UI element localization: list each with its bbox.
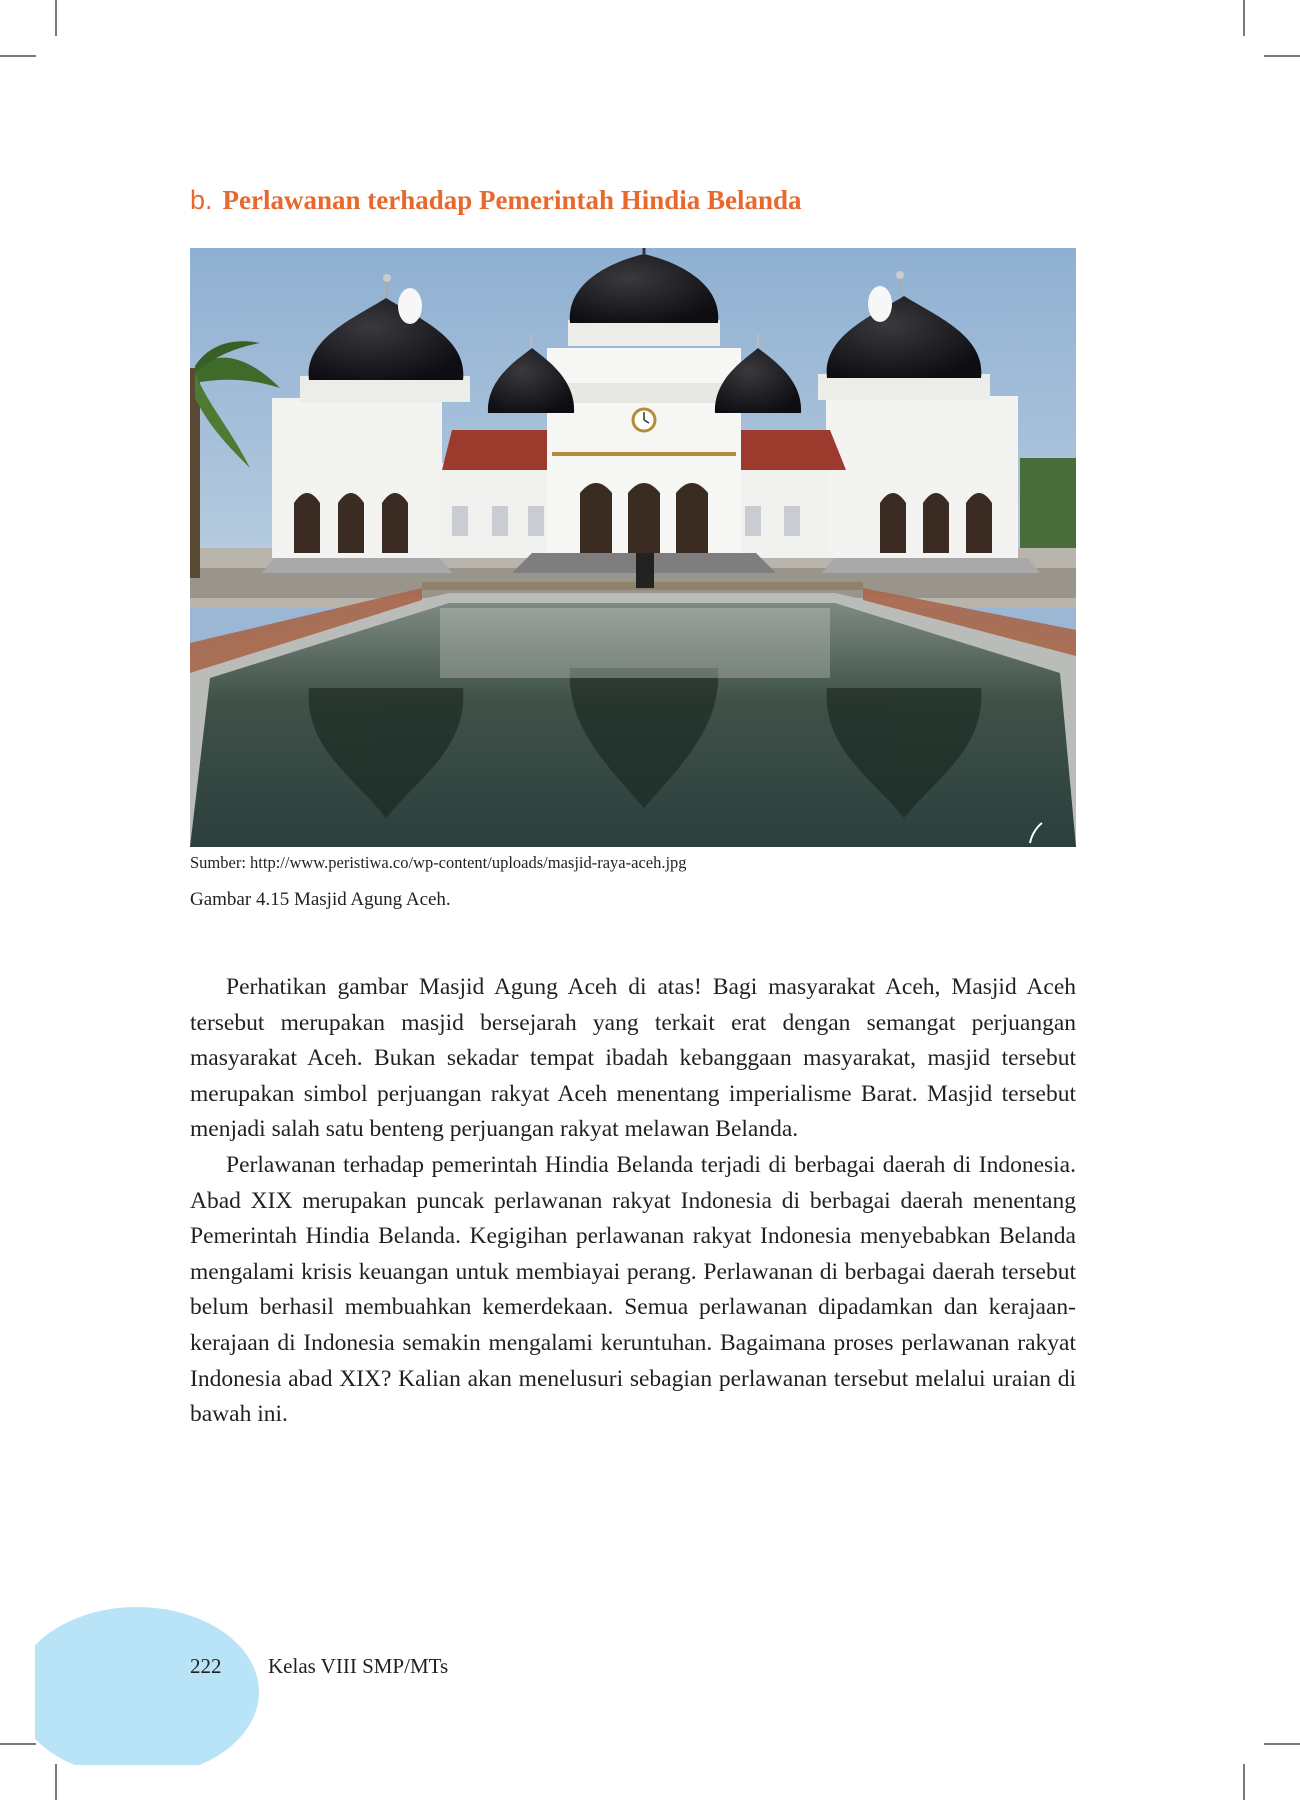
mosque-illustration bbox=[190, 248, 1076, 847]
page-number: 222 bbox=[190, 1654, 222, 1678]
body-text bbox=[190, 970, 1076, 1433]
figure-caption: Gambar 4.15 Masjid Agung Aceh. bbox=[190, 889, 451, 910]
crop-mark bbox=[55, 0, 57, 36]
page-number-badge bbox=[35, 1607, 259, 1765]
section-title: Perlawanan terhadap Pemerintah Hindia Belanda bbox=[222, 185, 802, 215]
book-title: Kelas VIII SMP/MTs bbox=[268, 1654, 449, 1678]
mosque-photo bbox=[190, 248, 1076, 847]
crop-mark bbox=[55, 1764, 57, 1800]
section-letter: b. bbox=[190, 185, 213, 215]
crop-mark bbox=[1243, 1764, 1245, 1800]
crop-mark bbox=[1243, 0, 1245, 36]
figure-source: Sumber: http://www.peristiwa.co/wp-content/uploads/masjid-raya-aceh.jpg bbox=[190, 853, 687, 872]
section-heading bbox=[190, 182, 802, 218]
paragraph: Perlawanan terhadap pemerintah Hindia Belanda terjadi di berbagai daerah di Indonesia. Abad XIX merupakan puncak perlawanan rakyat Indonesia di berbagai daerah menentang Pemerintah Hindia Belanda. Kegigihan perlawanan rakyat Indonesia menyebabkan Belanda mengalami krisis keuangan untuk membiayai perang. Perlawanan di berbagai daerah tersebut belum berhasil membuahkan kemerdekaan. Semua perlawanan dipadamkan dan kerajaan-kerajaan di Indonesia semakin mengalami keruntuhan. Bagaimana proses perlawanan rakyat Indonesia abad XIX? Kalian akan menelusuri sebagian perlawanan tersebut melalui uraian di bawah ini. bbox=[190, 1151, 1076, 1428]
paragraph: Perhatikan gambar Masjid Agung Aceh di atas! Bagi masyarakat Aceh, Masjid Aceh tersebut merupakan masjid bersejarah yang terkait erat dengan semangat perjuangan masyarakat Aceh. Bukan sekadar tempat ibadah kebanggaan masyarakat, masjid tersebut merupakan simbol perjuangan rakyat Aceh menentang imperialisme Barat. Masjid tersebut menjadi salah satu benteng perjuangan rakyat melawan Belanda. bbox=[190, 974, 1076, 1143]
crop-mark bbox=[0, 1743, 36, 1745]
crop-mark bbox=[1264, 55, 1300, 57]
crop-mark bbox=[0, 55, 36, 57]
crop-mark bbox=[1264, 1743, 1300, 1745]
page-number-badge-shape bbox=[35, 1607, 259, 1765]
